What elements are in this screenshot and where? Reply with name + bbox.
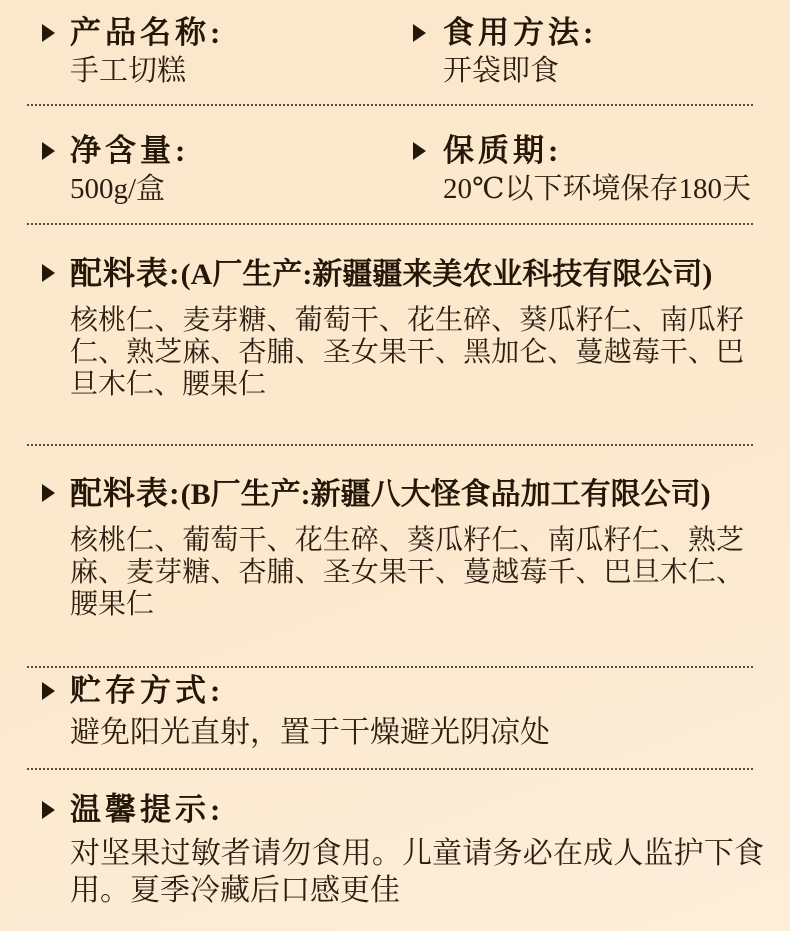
- net-content-label: 净含量:: [70, 133, 190, 168]
- ingredients-b-items: 核桃仁、葡萄干、花生碎、葵瓜籽仁、南瓜籽仁、熟芝麻、麦芽糖、杏脯、圣女果干、蔓越莓千、巴旦木仁、腰果仁: [70, 525, 744, 620]
- eating-method-value: 开袋即食: [443, 55, 560, 87]
- ingredients-b-heading: [70, 472, 744, 521]
- shelf-life-value: 20℃以下环境保存180天: [443, 173, 751, 205]
- ingredients-a-label: 配料表:: [70, 255, 181, 291]
- section-divider: [27, 768, 753, 770]
- ingredients-a-heading: [70, 252, 744, 301]
- section-shelf-life: [413, 132, 751, 208]
- triangle-bullet-icon: [413, 142, 426, 160]
- shelf-life-label: 保质期:: [443, 133, 563, 168]
- tips-value: 对坚果过敏者请勿食用。儿童请务必在成人监护下食用。夏季冷藏后口感更佳: [70, 837, 764, 907]
- triangle-bullet-icon: [42, 682, 55, 700]
- storage-label: 贮存方式:: [70, 673, 225, 708]
- triangle-bullet-icon: [413, 24, 426, 42]
- ingredients-a-items: 核桃仁、麦芽糖、葡萄干、花生碎、葵瓜籽仁、南瓜籽仁、熟芝麻、杏脯、圣女果干、黑加仑、蔓越莓干、巴旦木仁、腰果仁: [70, 305, 744, 400]
- storage-value: 避免阳光直射，置于干燥避光阴凉处: [70, 716, 550, 749]
- product-name-label: 产品名称:: [70, 15, 225, 50]
- triangle-bullet-icon: [42, 142, 55, 160]
- triangle-bullet-icon: [42, 801, 55, 819]
- section-net-content: [42, 132, 189, 208]
- triangle-bullet-icon: [42, 264, 55, 282]
- product-name-value: 手工切糕: [70, 55, 187, 87]
- net-content-value: 500g/盒: [70, 173, 166, 205]
- section-ingredients-a: [42, 252, 744, 401]
- section-divider: [27, 444, 753, 446]
- section-eating-method: [413, 14, 597, 90]
- eating-method-label: 食用方法:: [443, 15, 598, 50]
- triangle-bullet-icon: [42, 24, 55, 42]
- section-divider: [27, 666, 753, 668]
- section-tips: [42, 791, 764, 909]
- section-product-name: [42, 14, 224, 90]
- triangle-bullet-icon: [42, 484, 55, 502]
- section-divider: [27, 223, 753, 225]
- ingredients-b-label: 配料表:: [70, 475, 181, 511]
- tips-label: 温馨提示:: [70, 792, 225, 827]
- section-storage: [42, 672, 550, 752]
- section-ingredients-b: [42, 472, 744, 621]
- ingredients-b-producer: (B厂生产:新疆八大怪食品加工有限公司): [180, 478, 711, 511]
- ingredients-a-producer: (A厂生产:新疆疆来美农业科技有限公司): [180, 258, 713, 291]
- section-divider: [27, 104, 753, 106]
